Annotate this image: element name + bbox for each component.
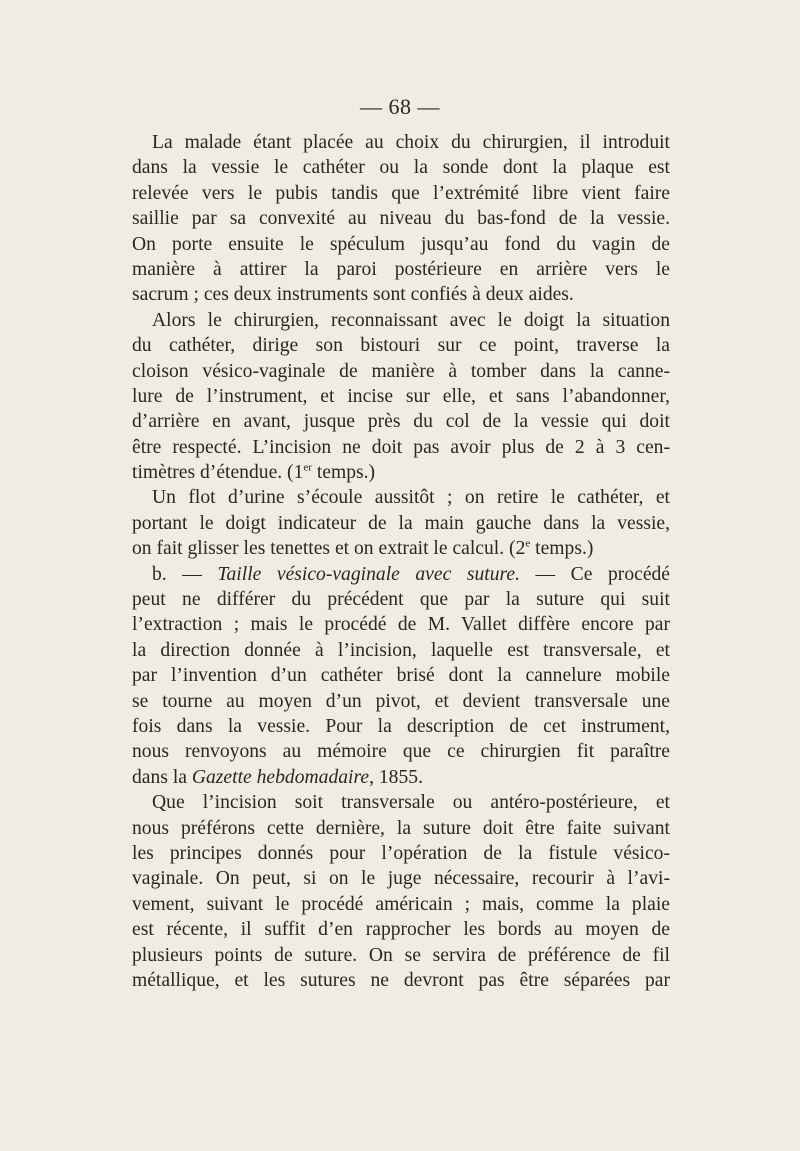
line-text: fois dans la vessie. Pour la description de cet instrument,	[132, 715, 670, 737]
text-line	[132, 866, 670, 891]
line-text: , 1855.	[369, 766, 423, 788]
line-text: On porte ensuite le spéculum jusqu’au fond du vagin de	[132, 233, 670, 255]
line-text: manière à attirer la paroi postérieure en arrière vers le	[132, 258, 670, 280]
line-text: b. —	[152, 563, 218, 585]
line-text: métallique, et les sutures ne devront pas être séparées par	[132, 969, 670, 991]
text-line	[132, 587, 670, 612]
text-line	[132, 181, 670, 206]
line-text: vement, suivant le procédé américain ; mais, comme la plaie	[132, 893, 670, 915]
line-text: Un flot d’urine s’écoule aussitôt ; on retire le cathéter, et	[152, 487, 670, 509]
line-text: Alors le chirurgien, reconnaissant avec le doigt la situation	[152, 309, 670, 331]
line-text: lure de l’instrument, et incise sur elle, et sans l’abandonner,	[132, 385, 670, 407]
text-line	[132, 308, 670, 333]
text-line	[132, 359, 670, 384]
line-text: La malade étant placée au choix du chirurgien, il introduit	[152, 132, 670, 153]
text-line	[132, 714, 670, 739]
line-text: temps.)	[311, 462, 376, 484]
text-line	[132, 562, 670, 587]
line-text: relevée vers le pubis tandis que l’extrémité libre vient faire	[132, 182, 670, 204]
line-text: dans la	[132, 766, 192, 788]
text-line	[132, 638, 670, 663]
italic-title: Gazette hebdomadaire	[191, 766, 370, 788]
text-line	[132, 739, 670, 764]
line-text: les principes donnés pour l’opération de la fistule vésico-	[132, 842, 670, 864]
text-line	[132, 130, 670, 155]
text-line	[132, 968, 670, 993]
line-text: nous renvoyons au mémoire que ce chirurgien fit paraître	[132, 741, 670, 763]
text-line	[132, 460, 670, 485]
line-text: l’extraction ; mais le procédé de M. Vallet diffère encore par	[132, 614, 670, 636]
text-line	[132, 511, 670, 536]
text-line	[132, 485, 670, 510]
ordinal-superscript: e	[525, 537, 531, 550]
line-text: nous préférons cette dernière, la suture doit être faite suivant	[132, 817, 670, 839]
text-line	[132, 612, 670, 637]
ordinal-superscript: er	[303, 461, 312, 474]
text-line	[132, 536, 670, 561]
text-line	[132, 917, 670, 942]
line-text: timètres d’étendue. (1	[132, 462, 304, 484]
line-text: plusieurs points de suture. On se servira de préférence de fil	[132, 944, 670, 966]
line-text: cloison vésico-vaginale de manière à tomber dans la canne-	[132, 360, 670, 382]
text-line	[132, 892, 670, 917]
text-line	[132, 816, 670, 841]
body-text	[132, 130, 670, 993]
text-line	[132, 765, 670, 790]
line-text: être respecté. L’incision ne doit pas avoir plus de 2 à 3 cen-	[132, 436, 670, 458]
text-line	[132, 384, 670, 409]
page-number: — 68 —	[360, 94, 440, 119]
line-text: la direction donnée à l’incision, laquelle est transversale, et	[132, 639, 670, 661]
text-line	[132, 155, 670, 180]
line-text: saillie par sa convexité au niveau du bas-fond de la vessie.	[132, 208, 670, 230]
line-text: — Ce procédé	[519, 563, 671, 585]
line-text: sacrum ; ces deux instruments sont confiés à deux aides.	[132, 284, 574, 306]
line-text: du cathéter, dirige son bistouri sur ce point, traverse la	[132, 335, 670, 357]
text-line	[132, 232, 670, 257]
text-line	[132, 663, 670, 688]
text-line	[132, 841, 670, 866]
text-line	[132, 435, 670, 460]
line-text: temps.)	[530, 538, 594, 560]
line-text: est récente, il suffit d’en rapprocher les bords au moyen de	[132, 919, 670, 941]
line-text: se tourne au moyen d’un pivot, et devient transversale une	[132, 690, 670, 712]
text-line	[132, 943, 670, 968]
text-line	[132, 790, 670, 815]
line-text: portant le doigt indicateur de la main gauche dans la vessie,	[132, 512, 670, 534]
text-line	[132, 282, 670, 307]
line-text: peut ne différer du précédent que par la suture qui suit	[132, 589, 670, 611]
line-text: d’arrière en avant, jusque près du col de la vessie qui doit	[132, 411, 670, 433]
line-text: Que l’incision soit transversale ou antéro-postérieure, et	[152, 792, 670, 814]
line-text: on fait glisser les tenettes et on extrait le calcul. (2	[132, 538, 526, 560]
text-line	[132, 333, 670, 358]
line-text: par l’invention d’un cathéter brisé dont la cannelure mobile	[132, 665, 670, 687]
line-text: vaginale. On peut, si on le juge nécessaire, recourir à l’avi-	[132, 868, 670, 890]
text-line	[132, 409, 670, 434]
italic-title: Taille vésico-vaginale avec suture.	[217, 563, 520, 585]
text-line	[132, 257, 670, 282]
text-line	[132, 689, 670, 714]
text-line	[132, 206, 670, 231]
line-text: dans la vessie le cathéter ou la sonde dont la plaque est	[132, 157, 670, 179]
